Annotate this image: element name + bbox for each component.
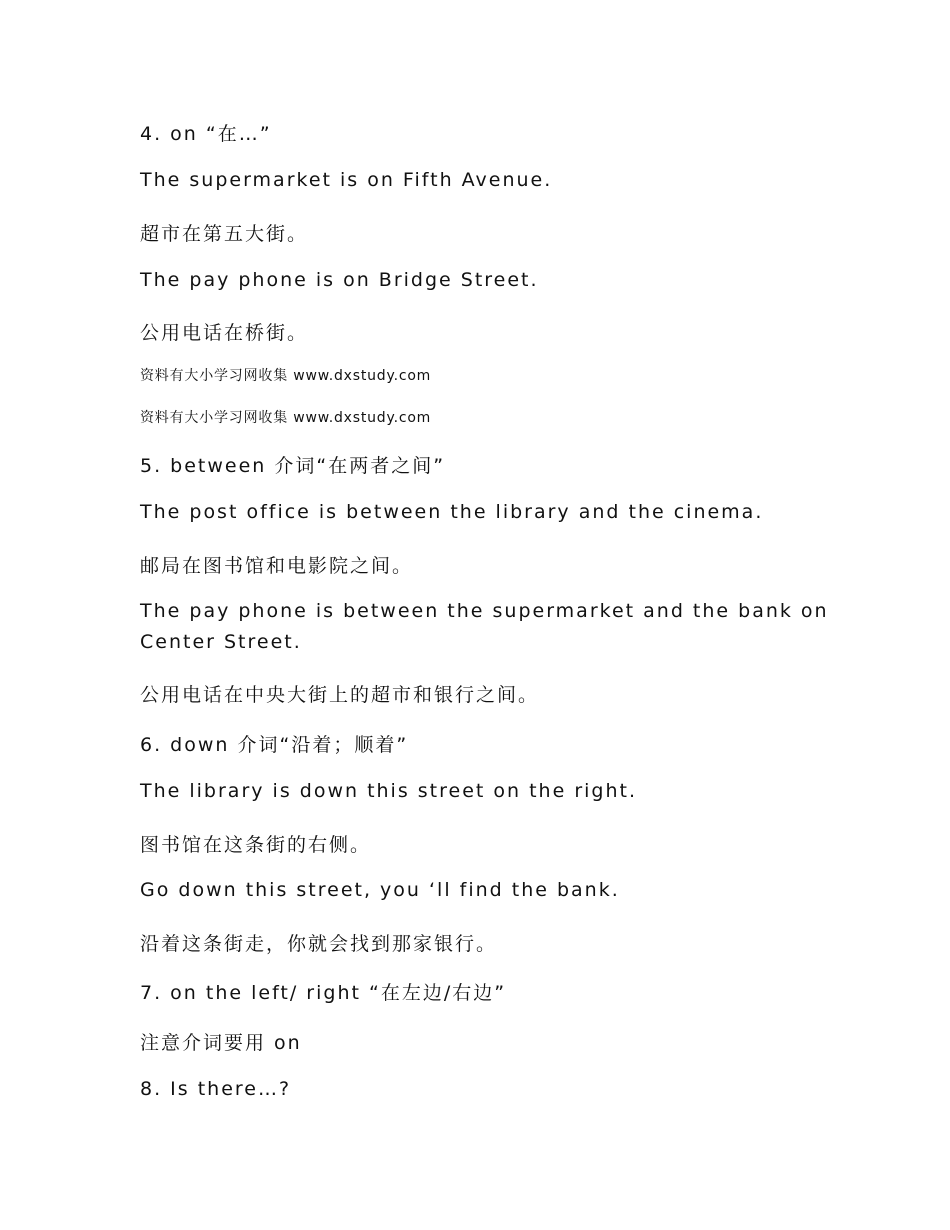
example-sentence: The pay phone is on Bridge Street. [140,269,539,291]
section-heading-between: 5. between 介词“在两者之间” [140,455,446,477]
example-sentence: The post office is between the library and the cinema. [140,501,764,523]
translation-line: 公用电话在桥街。 [140,322,309,344]
source-credit-line: 资料有大小学习网收集 www.dxstudy.com [140,410,432,426]
translation-line: 公用电话在中央大街上的超市和银行之间。 [140,684,540,706]
example-sentence: The pay phone is between the supermarket and the bank on Center Street. [140,600,829,653]
translation-line: 邮局在图书馆和电影院之间。 [140,555,414,577]
section-heading-on: 4. on “在…” [140,123,272,145]
section-heading-is-there: 8. Is there…? [140,1078,292,1100]
translation-line: 沿着这条街走，你就会找到那家银行。 [140,933,498,955]
section-heading-down: 6. down 介词“沿着；顺着” [140,734,409,756]
section-heading-left-right: 7. on the left/ right “在左边/右边” [140,982,507,1004]
source-credit-line: 资料有大小学习网收集 www.dxstudy.com [140,368,432,384]
example-sentence: The supermarket is on Fifth Avenue. [140,169,553,191]
translation-line: 超市在第五大街。 [140,223,309,245]
translation-line: 图书馆在这条街的右侧。 [140,834,372,856]
note-line: 注意介词要用 on [140,1032,302,1054]
example-sentence: The library is down this street on the right. [140,780,637,802]
example-sentence: Go down this street, you ‘ll find the bank. [140,879,620,901]
